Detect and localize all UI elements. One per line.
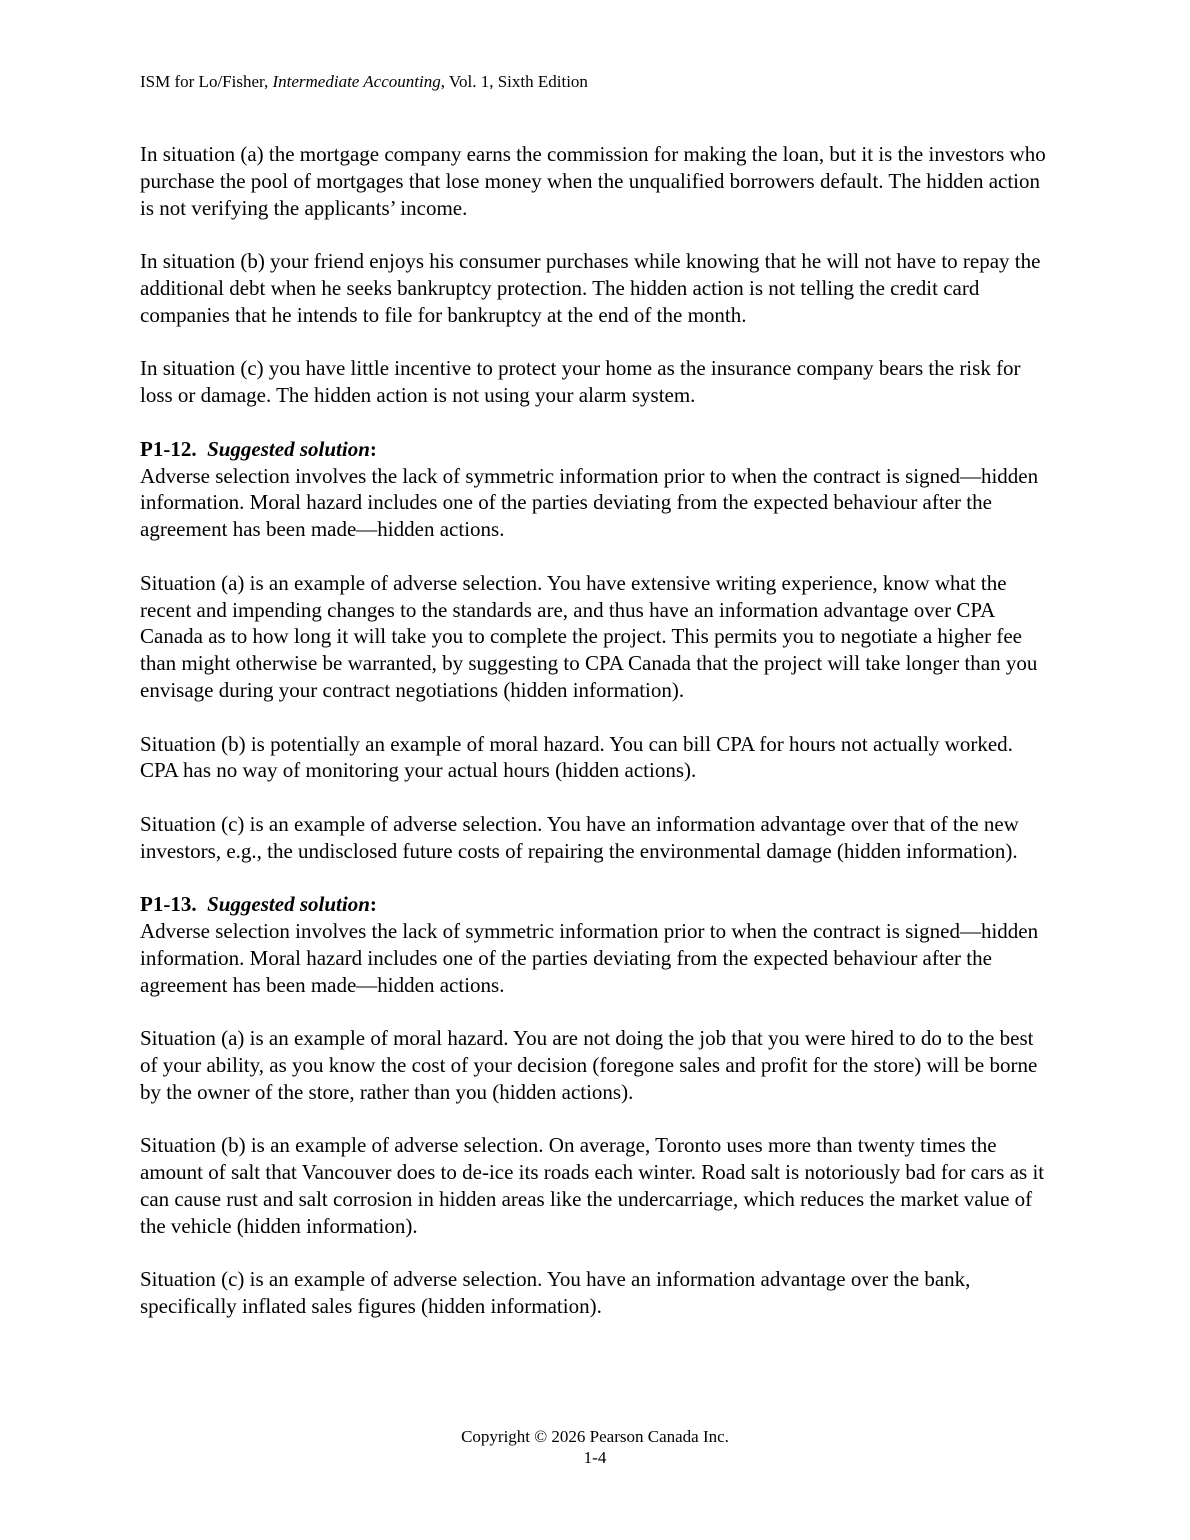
p1-12-paragraph-c: Situation (c) is an example of adverse selection. You have an information advantage over that of the new investors, e.g., the undisclosed future costs of repairing the environmental damage (hidden information). [140,811,1019,863]
p1-12-paragraph-b: Situation (b) is potentially an example of moral hazard. You can bill CPA for hours not actually worked. CPA has no way of monitoring your actual hours (hidden actions). [140,731,1013,783]
p1-13-paragraph-a: Situation (a) is an example of moral hazard. You are not doing the job that you were hired to do to the best of your ability, as you know the cost of your decision (foregone sales and profit for the store) will be borne by the owner of the store, rather than you (hidden actions). [140,1026,1038,1104]
page-footer [0,1426,1190,1468]
running-header [140,71,588,93]
header-prefix: ISM for Lo/Fisher, [140,72,273,91]
p1-13-paragraph-definition: Adverse selection involves the lack of symmetric information prior to when the contract is signed—hidden information. Moral hazard includes one of the parties deviating from the expected behaviour after the agreement has been made—hidden actions. [140,919,1039,997]
section-colon: : [369,436,377,461]
section-number: P1-13. [140,892,197,917]
intro-paragraph-a: In situation (a) the mortgage company earns the commission for making the loan, but it is the investors who purchase the pool of mortgages that lose money when the unqualified borrowers default. The hidden action is not verifying the applicants’ income. [140,142,1046,220]
section-label: Suggested solution [207,892,370,917]
p1-13-paragraph-b: Situation (b) is an example of adverse selection. On average, Toronto uses more than twenty times the amount of salt that Vancouver does to de-ice its roads each winter. Road salt is notoriously bad for cars as it can cause rust and salt corrosion in hidden areas like the undercarriage, which reduces the market value of the vehicle (hidden information). [140,1133,1045,1238]
section-heading-p1-13 [140,891,1055,918]
intro-paragraph-b: In situation (b) your friend enjoys his consumer purchases while knowing that he will not have to repay the additional debt when he seeks bankruptcy protection. The hidden action is not telling the credit card companies that he intends to file for bankruptcy at the end of the month. [140,249,1041,327]
section-colon: : [369,892,377,917]
section-label: Suggested solution [207,436,370,461]
page-number: 1-4 [583,1448,607,1467]
header-suffix: , Vol. 1, Sixth Edition [440,72,588,91]
p1-13-paragraph-c: Situation (c) is an example of adverse selection. You have an information advantage over the bank, specifically inflated sales figures (hidden information). [140,1267,971,1319]
header-book-title: Intermediate Accounting [272,72,441,91]
intro-paragraph-c: In situation (c) you have little incentive to protect your home as the insurance company bears the risk for loss or damage. The hidden action is not using your alarm system. [140,356,1021,408]
page-content [140,141,1055,1347]
p1-12-paragraph-definition: Adverse selection involves the lack of symmetric information prior to when the contract is signed—hidden information. Moral hazard includes one of the parties deviating from the expected behaviour after the agreement has been made—hidden actions. [140,463,1039,542]
section-heading-p1-12 [140,436,1055,463]
section-number: P1-12. [140,436,197,461]
copyright-notice: Copyright © 2026 Pearson Canada Inc. [461,1427,729,1446]
p1-12-paragraph-a: Situation (a) is an example of adverse selection. You have extensive writing experience, know what the recent and impending changes to the standards are, and thus have an information advantage over CPA Canada as to how long it will take you to complete the project. This permits you to negotiate a higher fee than might otherwise be warranted, by suggesting to CPA Canada that the project will take longer than you envisage during your contract negotiations (hidden information). [140,570,1038,702]
